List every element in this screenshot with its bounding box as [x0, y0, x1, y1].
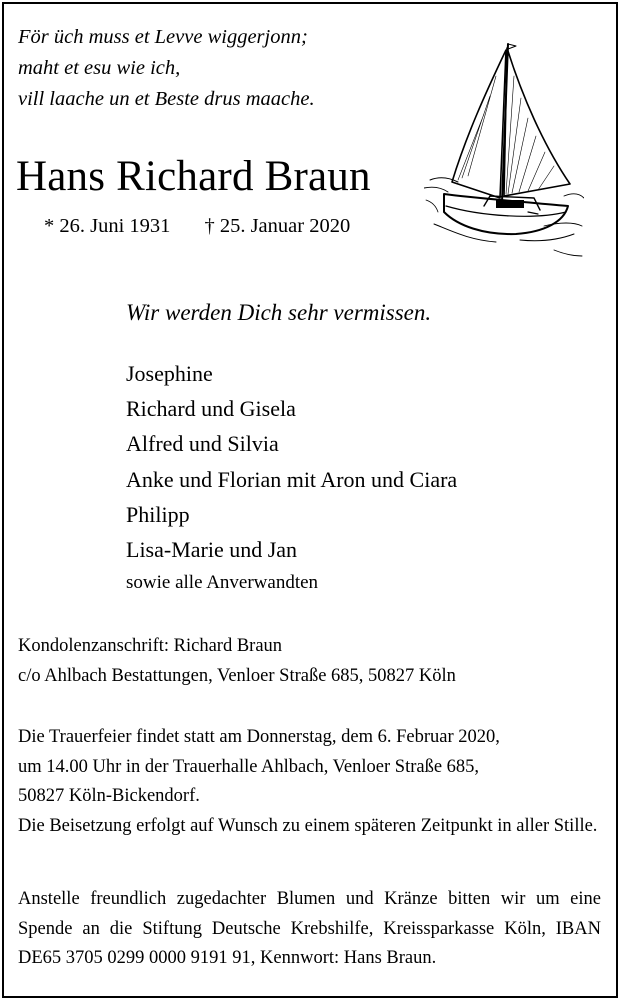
deceased-name: Hans Richard Braun	[16, 153, 371, 200]
ceremony-line: um 14.00 Uhr in der Trauerhalle Ahlbach, Venloer Straße 685,	[18, 756, 480, 777]
donation-request: Anstelle freundlich zugedachter Blumen und Kränze bitten wir um eine Spende an die Stiftung Deutsche Krebshilfe, Kreissparkasse Köln, IBAN DE65 3705 0299 0000 9191 91, Kennwort: Hans Braun.	[18, 889, 601, 969]
death-date: † 25. Januar 2020	[204, 215, 351, 237]
life-dates	[44, 212, 350, 240]
birth-date: * 26. Juni 1931	[44, 215, 171, 237]
mourner: Lisa-Marie und Jan	[126, 537, 298, 563]
mourner: Josephine	[126, 361, 213, 386]
farewell-message: Wir werden Dich sehr vermissen.	[126, 300, 432, 325]
sailboat-icon	[424, 36, 584, 258]
mourners-list	[126, 356, 457, 599]
burial-note: Die Beisetzung erfolgt auf Wunsch zu einem späteren Zeitpunkt in aller Stille.	[18, 815, 598, 836]
mourner: Alfred und Silvia	[126, 431, 279, 457]
mourner: Anke und Florian mit Aron und Ciara	[126, 466, 458, 492]
ceremony-line: Die Trauerfeier findet statt am Donnerstag, dem 6. Februar 2020,	[18, 727, 500, 747]
condolence-address	[18, 632, 601, 691]
poem-line: vill laache un et Beste drus maache.	[18, 88, 315, 110]
mourner: Richard und Gisela	[126, 396, 296, 422]
ceremony-line: 50827 Köln-Bickendorf.	[18, 786, 200, 807]
poem-line: maht et esu wie ich,	[18, 57, 181, 79]
condolence-line: Kondolenzanschrift: Richard Braun	[18, 636, 283, 656]
ceremony-info	[18, 723, 601, 841]
poem-line: För üch muss et Levve wiggerjonn;	[18, 26, 308, 48]
poem	[18, 22, 315, 115]
relatives-note: sowie alle Anverwandten	[126, 572, 319, 594]
condolence-line: c/o Ahlbach Bestattungen, Venloer Straße 685, 50827 Köln	[18, 665, 456, 686]
mourner: Philipp	[126, 501, 190, 527]
